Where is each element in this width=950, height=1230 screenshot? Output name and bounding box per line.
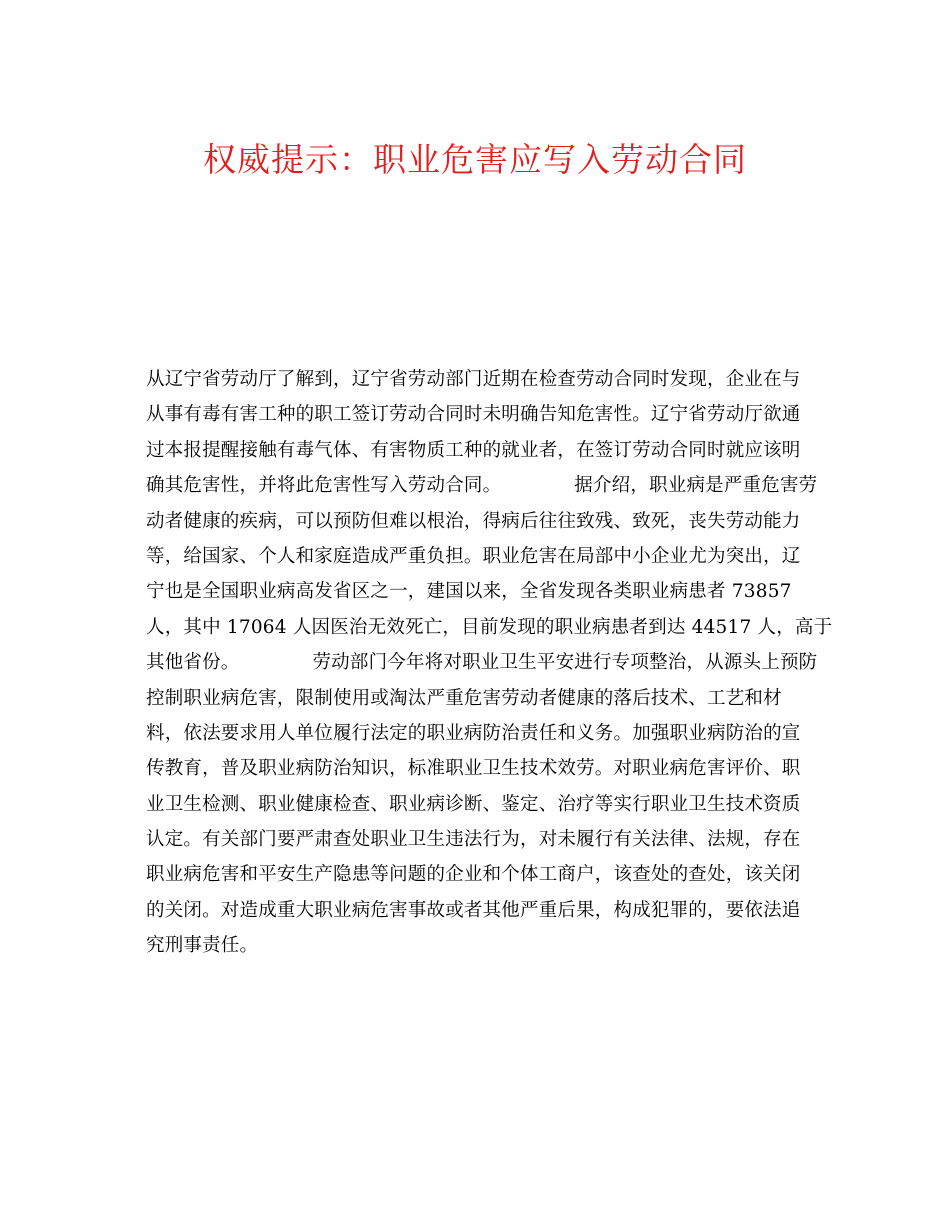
body-line: 料，依法要求用人单位履行法定的职业病防治责任和义务。加强职业病防治的宣 [146,722,801,744]
document-body [146,362,846,964]
body-line: 的关闭。对造成重大职业病危害事故或者其他严重后果，构成犯罪的，要依法追 [146,899,801,921]
body-line: 确其危害性，并将此危害性写入劳动合同。 据介绍，职业病是严重危害劳 [146,475,818,497]
body-line: 业卫生检测、职业健康检查、职业病诊断、鉴定、治疗等实行职业卫生技术资质 [146,793,801,815]
body-line: 人，其中 17064 人因医治无效死亡，目前发现的职业病患者到达 44517 人，高于 [146,616,833,638]
body-line: 从辽宁省劳动厅了解到，辽宁省劳动部门近期在检查劳动合同时发现，企业在与 [146,369,801,390]
body-line: 职业病危害和平安生产隐患等问题的企业和个体工商户，该查处的查处，该关闭 [146,864,801,886]
body-line: 等，给国家、个人和家庭造成严重负担。职业危害在局部中小企业尤为突出，辽 [146,545,801,567]
body-line: 究刑事责任。 [146,935,259,957]
document-title: 权威提示：职业危害应写入劳动合同 [203,140,747,179]
body-line: 动者健康的疾病，可以预防但难以根治，得病后往往致残、致死，丧失劳动能力 [146,510,801,532]
body-line: 从事有毒有害工种的职工签订劳动合同时未明确告知危害性。辽宁省劳动厅欲通 [146,404,801,426]
body-line: 控制职业病危害，限制使用或淘汰严重危害劳动者健康的落后技术、工艺和材 [146,687,782,709]
body-line: 认定。有关部门要严肃查处职业卫生违法行为，对未履行有关法律、法规，存在 [146,829,801,851]
body-line: 其他省份。 劳动部门今年将对职业卫生平安进行专项整治，从源头上预防 [146,652,818,674]
body-line: 传教育，普及职业病防治知识，标准职业卫生技术效劳。对职业病危害评价、职 [146,758,801,780]
body-line: 过本报提醒接触有毒气体、有害物质工种的就业者，在签订劳动合同时就应该明 [146,439,801,461]
body-line: 宁也是全国职业病高发省区之一，建国以来，全省发现各类职业病患者 73857 [146,581,792,603]
